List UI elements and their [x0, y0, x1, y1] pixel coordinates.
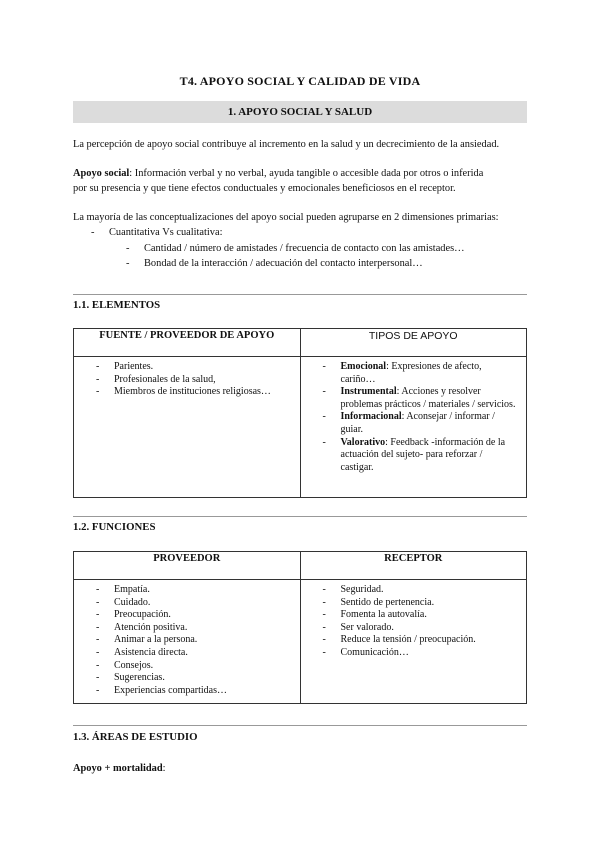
table-header: FUENTE / PROVEEDOR DE APOYO — [74, 329, 301, 357]
list-item: - Reduce la tensión / preocupación. — [322, 634, 476, 646]
list-item: - Comunicación… — [322, 646, 409, 658]
table-cell — [74, 357, 301, 498]
funciones-heading: 1.2. FUNCIONES — [73, 521, 156, 533]
list-item: - Ser valorado. — [322, 621, 394, 633]
dimensions-paragraph: La mayoría de las conceptualizaciones del apoyo social pueden agruparse en 2 dimensiones primarias: — [73, 212, 499, 223]
table-cell — [300, 357, 527, 498]
receiver-functions-list — [322, 584, 521, 660]
elementos-heading: 1.1. ELEMENTOS — [73, 299, 161, 311]
list-item: - Asistencia directa. — [96, 646, 188, 658]
divider — [73, 294, 527, 295]
areas-item-term: Apoyo + mortalidad — [73, 763, 163, 774]
list-item: - Atención positiva. — [96, 621, 188, 633]
provider-functions-list — [96, 584, 294, 697]
list-item: - Fomenta la autovalía. — [322, 609, 427, 621]
list-item: - Miembros de instituciones religiosas… — [96, 386, 271, 398]
divider — [73, 725, 527, 726]
definition-text-1: : Información verbal y no verbal, ayuda tangible o accesible dada por otros o inferida — [129, 168, 484, 179]
areas-item — [73, 761, 527, 776]
divider — [73, 516, 527, 517]
list-item: - Preocupación. — [96, 609, 171, 621]
areas-item-suffix: : — [162, 763, 166, 774]
dimension-sub-list — [126, 241, 465, 271]
sources-list — [96, 361, 294, 399]
dimensions-list — [91, 226, 223, 240]
list-item: - Profesionales de la salud, — [96, 373, 216, 385]
list-item: - Animar a la persona. — [96, 634, 198, 646]
list-item: - Informacional: Aconsejar / informar / guiar. — [322, 411, 495, 435]
table-header: PROVEEDOR — [74, 552, 301, 580]
definition-paragraph — [73, 166, 527, 196]
areas-heading: 1.3. ÁREAS DE ESTUDIO — [73, 731, 198, 743]
document-title: T4. APOYO SOCIAL Y CALIDAD DE VIDA — [179, 74, 421, 88]
list-item: - Sentido de pertenencia. — [322, 596, 435, 608]
table-cell — [300, 580, 527, 704]
definition-text-2: por su presencia y que tiene efectos conductuales y emocionales beneficiosos en el receptor. — [73, 183, 456, 194]
funciones-table — [73, 551, 527, 704]
list-item: - Instrumental: Acciones y resolver problemas prácticos / materiales / servicios. — [322, 386, 516, 410]
list-item: - Parientes. — [96, 361, 154, 372]
definition-term: Apoyo social — [73, 168, 130, 179]
list-item: - Consejos. — [96, 659, 154, 671]
table-cell — [74, 580, 301, 704]
list-item: - Seguridad. — [322, 584, 384, 595]
list-item: - Cuantitativa Vs cualitativa: — [91, 227, 223, 238]
list-item: - Bondad de la interacción / adecuación del contacto interpersonal… — [126, 258, 423, 269]
intro-paragraph: La percepción de apoyo social contribuye al incremento en la salud y un decrecimiento de la ansiedad. — [73, 139, 500, 150]
list-item: - Cuidado. — [96, 596, 151, 608]
section-header: 1. APOYO SOCIAL Y SALUD — [73, 101, 527, 123]
list-item: - Sugerencias. — [96, 672, 165, 684]
elementos-table — [73, 328, 527, 498]
table-header: TIPOS DE APOYO — [300, 329, 527, 357]
list-item: - Valorativo: Feedback -información de la actuación del sujeto- para reforzar / castigar. — [322, 436, 506, 473]
table-header: RECEPTOR — [300, 552, 527, 580]
support-types-list — [322, 361, 521, 474]
list-item: - Empatía. — [96, 584, 150, 595]
list-item: - Cantidad / número de amistades / frecuencia de contacto con las amistades… — [126, 243, 465, 254]
list-item: - Emocional: Expresiones de afecto, cariño… — [322, 361, 482, 385]
list-item: - Experiencias compartidas… — [96, 684, 228, 696]
